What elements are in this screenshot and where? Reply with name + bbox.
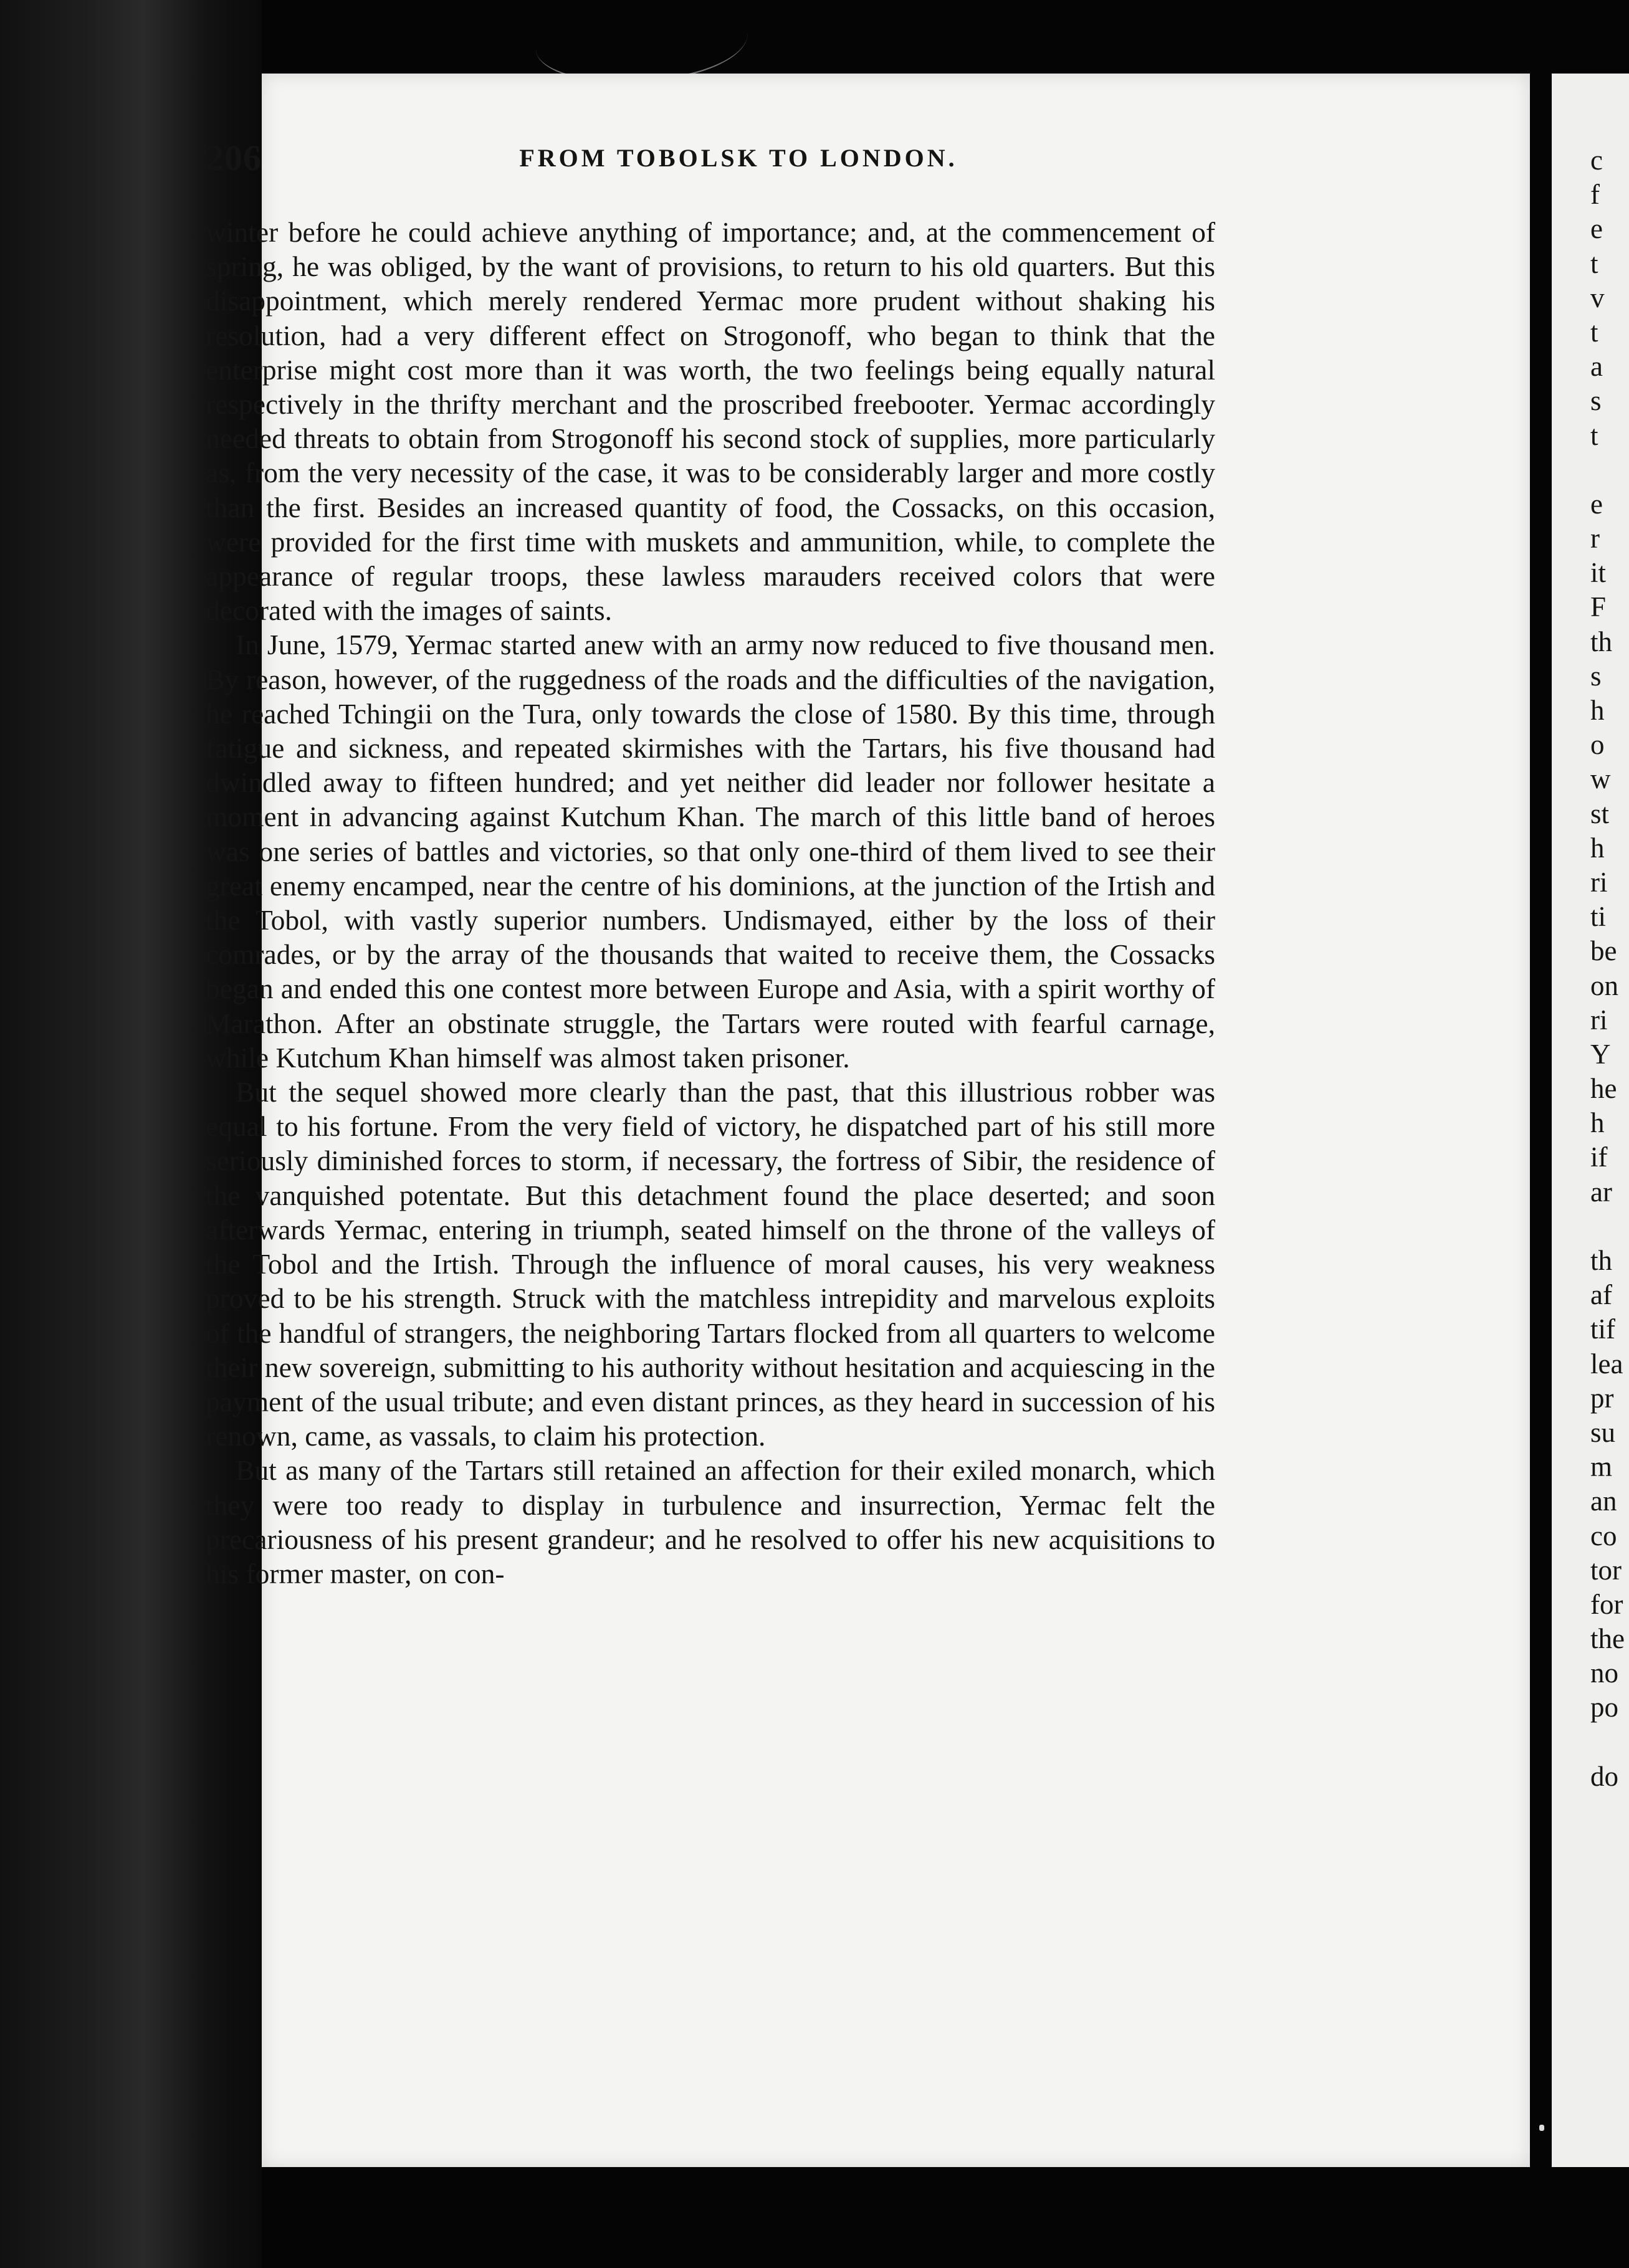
next-page-fragment: t — [1590, 316, 1598, 348]
next-page-fragment: h — [1590, 832, 1605, 864]
next-page-fragment: r — [1590, 523, 1600, 555]
body-text — [206, 215, 1215, 1591]
page-number: 206 — [206, 138, 262, 178]
next-page-fragment: th — [1590, 626, 1613, 657]
next-page-fragment: on — [1590, 970, 1618, 1001]
next-page-fragment: tif — [1590, 1313, 1615, 1345]
next-page-text-fragments — [1590, 143, 1629, 1794]
next-page-fragment: Y — [1590, 1038, 1611, 1070]
next-page-fragment: an — [1590, 1485, 1617, 1517]
paragraph: But the sequel showed more clearly than the past, that this illustrious robber was equal to his fortune. From the very field of victory, he dispatched part of his still more seriously diminished forces to storm, if necessary, the fortress of Sibir, the residence of the vanquished potentate. But this detachment found the place deserted; and soon afterwards Yermac, entering in triumph, seated himself on the throne of the valleys of the Tobol and the Irtish. Through the influence of moral causes, his very weakness proved to be his strength. Struck with the matchless intrepidity and marvelous exploits of the handful of strangers, the neighboring Tartars flocked from all quarters to welcome their new sovereign, submitting to his authority without hesitation and acquiescing in the payment of the usual tribute; and even distant princes, as they heard in succession of his renown, came, as vassals, to claim his protection. — [206, 1076, 1215, 1452]
next-page-fragment: ri — [1590, 866, 1608, 898]
next-page-fragment — [1590, 1209, 1629, 1244]
next-page-fragment: for — [1590, 1588, 1623, 1620]
next-page-fragment: ti — [1590, 901, 1607, 933]
binding-thread — [536, 0, 748, 83]
next-page-fragment — [1590, 453, 1629, 487]
running-title: FROM TOBOLSK TO LONDON. — [519, 144, 958, 172]
next-page-fragment: it — [1590, 557, 1607, 589]
next-page-fragment: s — [1590, 660, 1602, 692]
next-page-fragment: a — [1590, 351, 1603, 383]
next-page-fragment: the — [1590, 1623, 1625, 1655]
next-page-fragment: be — [1590, 935, 1617, 967]
next-page-fragment: t — [1590, 247, 1598, 279]
next-page-fragment: no — [1590, 1657, 1618, 1689]
next-page-fragment: lea — [1590, 1348, 1623, 1379]
next-page-fragment: su — [1590, 1416, 1616, 1448]
next-page-fragment: e — [1590, 488, 1603, 520]
next-page-fragment: pr — [1590, 1382, 1614, 1414]
next-page-fragment — [1590, 1725, 1629, 1760]
next-page-fragment: do — [1590, 1760, 1618, 1792]
next-page-fragment: s — [1590, 385, 1602, 417]
next-page-fragment: m — [1590, 1451, 1613, 1483]
page-speck — [1539, 2125, 1544, 2131]
next-page-fragment: st — [1590, 798, 1610, 829]
next-page-fragment: tor — [1590, 1554, 1622, 1586]
next-page-fragment: f — [1590, 179, 1600, 211]
running-head — [206, 137, 1215, 193]
next-page-fragment: h — [1590, 695, 1605, 726]
next-page-fragment: c — [1590, 145, 1603, 176]
next-page-fragment: F — [1590, 591, 1607, 623]
next-page-fragment: if — [1590, 1141, 1608, 1173]
next-page-fragment: o — [1590, 729, 1605, 761]
paragraph: winter before he could achieve anything of importance; and, at the commencement of spring, he was obliged, by the want of provisions, to return to his old quarters. But this disappointment, which merely rendered Yermac more prudent without shaking his resolution, had a very different effect on Strogonoff, who began to think that the enterprise might cost more than it was worth, the two feelings being equally natural respectively in the thrifty merchant and the proscribed freebooter. Yermac accordingly needed threats to obtain from Strogonoff his second stock of supplies, more particularly as, from the very necessity of the case, it was to be considerably larger and more costly than the first. Besides an increased quantity of food, the Cossacks, on this occasion, were provided for the first time with muskets and ammunition, while, to complete the appearance of regular troops, these lawless marauders received colors that were decorated with the images of saints. — [206, 216, 1215, 627]
next-page-fragment: t — [1590, 419, 1598, 451]
next-page-fragment: th — [1590, 1245, 1613, 1276]
next-page-fragment: po — [1590, 1692, 1618, 1723]
next-page-fragment: he — [1590, 1073, 1617, 1105]
next-page-fragment: e — [1590, 213, 1603, 245]
next-page-fragment: h — [1590, 1107, 1605, 1139]
next-page-fragment: v — [1590, 282, 1605, 313]
next-page-fragment: ar — [1590, 1176, 1612, 1208]
paragraph: But as many of the Tartars still retained an affection for their exiled monarch, which they were too ready to display in turbulence and insurrection, Yermac felt the precariousness of his present grandeur; and he resolved to offer his new acquisitions to his former master, on con- — [206, 1454, 1215, 1589]
next-page-fragment: co — [1590, 1520, 1617, 1551]
next-page-fragment: ri — [1590, 1004, 1608, 1036]
next-page-fragment: af — [1590, 1279, 1612, 1311]
next-page-fragment: w — [1590, 763, 1611, 795]
paragraph: In June, 1579, Yermac started anew with an army now reduced to five thousand men. By reason, however, of the ruggedness of the roads and the difficulties of the navigation, he reached Tchingii on the Tura, only towards the close of 1580. By this time, through fatigue and sickness, and repeated skirmishes with the Tartars, his five thousand had dwindled away to fifteen hundred; and yet neither did leader nor follower hesitate a moment in advancing against Kutchum Khan. The march of this little band of heroes was one series of battles and victories, so that only one-third of them lived to see their great enemy encamped, near the centre of his dominions, at the junction of the Irtish and the Tobol, with vastly superior numbers. Undismayed, either by the loss of their comrades, or by the array of the thousands that waited to receive them, the Cossacks began and ended this one contest more between Europe and Asia, with a spirit worthy of Marathon. After an obstinate struggle, the Tartars were routed with fearful carnage, while Kutchum Khan himself was almost taken prisoner. — [206, 629, 1215, 1074]
